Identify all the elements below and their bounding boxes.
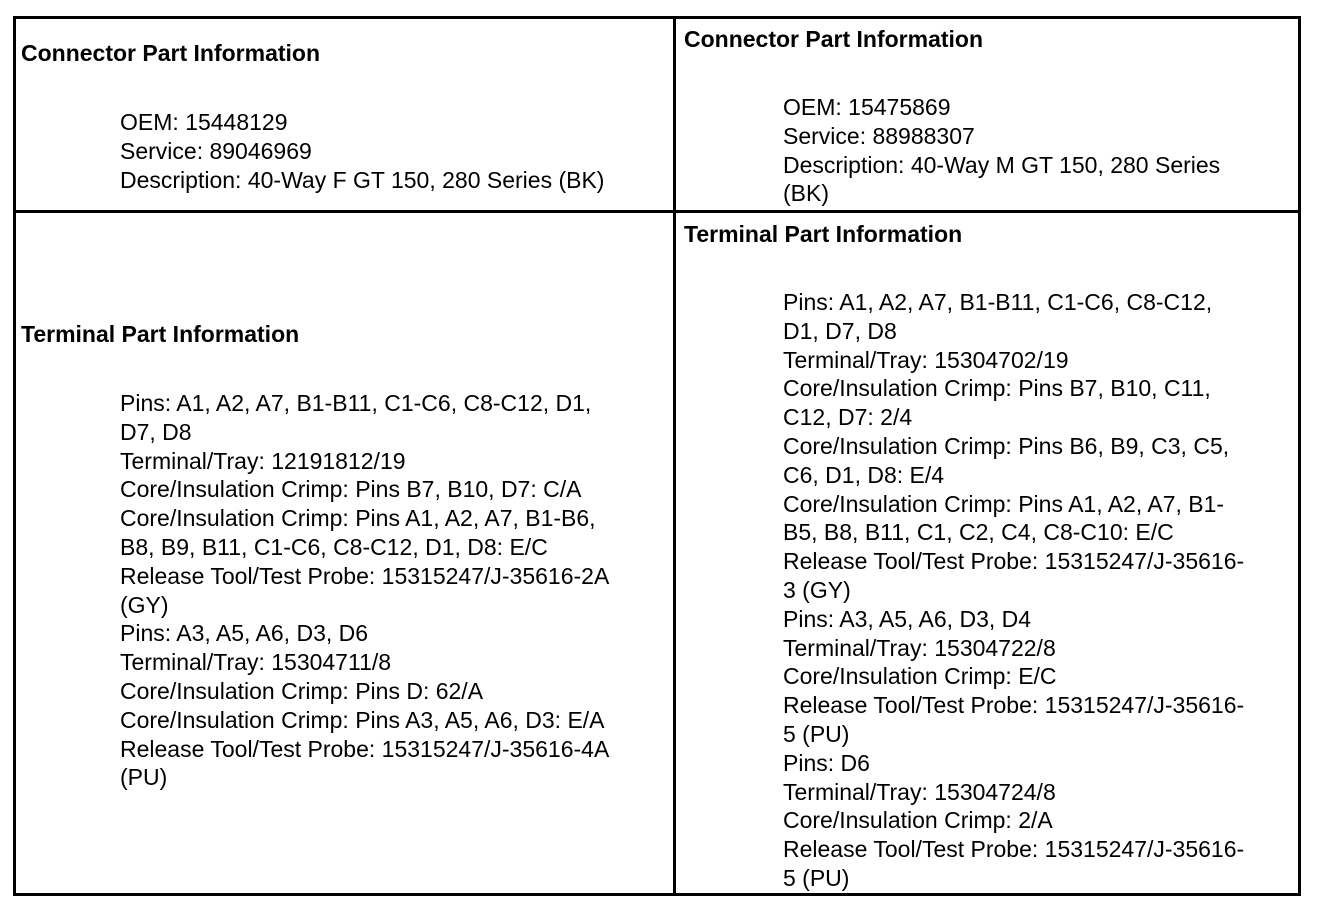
detail-line: Pins: A1, A2, A7, B1-B11, C1-C6, C8-C12, D1, bbox=[120, 390, 592, 416]
detail-line: Pins: A1, A2, A7, B1-B11, C1-C6, C8-C12, bbox=[783, 289, 1213, 315]
detail-line: OEM: 15448129 bbox=[120, 109, 288, 135]
detail-line: C12, D7: 2/4 bbox=[783, 404, 913, 431]
detail-line: Terminal/Tray: 15304702/19 bbox=[783, 346, 1069, 373]
detail-line: Core/Insulation Crimp: Pins B6, B9, C3, C5, bbox=[783, 432, 1230, 459]
detail-line: Core/Insulation Crimp: Pins B7, B10, C11, bbox=[783, 375, 1211, 402]
detail-line: Core/Insulation Crimp: E/C bbox=[783, 663, 1057, 690]
detail-line: Core/Insulation Crimp: Pins A3, A5, A6, D3: E/A bbox=[120, 706, 605, 733]
detail-line: Terminal/Tray: 12191812/19 bbox=[120, 447, 406, 474]
left-terminal-heading: Terminal Part Information bbox=[21, 321, 300, 347]
detail-line: C6, D1, D8: E/4 bbox=[783, 461, 945, 488]
detail-line: Release Tool/Test Probe: 15315247/J-35616- bbox=[783, 548, 1245, 575]
right-connector-details bbox=[783, 93, 1220, 208]
detail-line: D1, D7, D8 bbox=[783, 317, 897, 344]
right-connector-heading: Connector Part Information bbox=[684, 26, 984, 52]
detail-line: Release Tool/Test Probe: 15315247/J-35616- bbox=[783, 836, 1245, 863]
detail-line: Pins: D6 bbox=[783, 749, 870, 776]
detail-line: Service: 89046969 bbox=[120, 137, 312, 164]
detail-line: Core/Insulation Crimp: Pins A1, A2, A7, B1-B6, bbox=[120, 505, 596, 532]
detail-line: Terminal/Tray: 15304724/8 bbox=[783, 778, 1056, 805]
detail-line: (GY) bbox=[120, 591, 169, 618]
detail-line: D7, D8 bbox=[120, 418, 192, 445]
detail-line: Release Tool/Test Probe: 15315247/J-35616-2A bbox=[120, 562, 610, 589]
detail-line: Core/Insulation Crimp: Pins A1, A2, A7, B1- bbox=[783, 490, 1225, 517]
left-terminal-details bbox=[120, 389, 609, 792]
left-connector-details bbox=[120, 108, 604, 194]
detail-line: (BK) bbox=[783, 180, 829, 207]
detail-line: Pins: A3, A5, A6, D3, D4 bbox=[783, 605, 1032, 632]
detail-line: B8, B9, B11, C1-C6, C8-C12, D1, D8: E/C bbox=[120, 533, 548, 560]
row-divider bbox=[13, 210, 1301, 213]
detail-line: Core/Insulation Crimp: 2/A bbox=[783, 807, 1053, 834]
detail-line: Terminal/Tray: 15304711/8 bbox=[120, 649, 392, 676]
detail-line: 3 (GY) bbox=[783, 576, 851, 603]
column-divider bbox=[673, 16, 676, 896]
right-terminal-heading: Terminal Part Information bbox=[684, 221, 963, 247]
detail-line: Description: 40-Way M GT 150, 280 Series bbox=[783, 151, 1221, 178]
detail-line: Description: 40-Way F GT 150, 280 Series (BK) bbox=[120, 166, 605, 193]
detail-line: B5, B8, B11, C1, C2, C4, C8-C10: E/C bbox=[783, 519, 1174, 546]
detail-line: Pins: A3, A5, A6, D3, D6 bbox=[120, 620, 369, 647]
detail-line: Service: 88988307 bbox=[783, 122, 975, 149]
detail-line: 5 (PU) bbox=[783, 864, 850, 891]
detail-line: 5 (PU) bbox=[783, 720, 850, 747]
detail-line: Terminal/Tray: 15304722/8 bbox=[783, 634, 1056, 661]
detail-line: Core/Insulation Crimp: Pins D: 62/A bbox=[120, 677, 484, 704]
detail-line: Release Tool/Test Probe: 15315247/J-35616- bbox=[783, 692, 1245, 719]
detail-line: (PU) bbox=[120, 764, 168, 791]
detail-line: OEM: 15475869 bbox=[783, 94, 951, 120]
detail-line: Release Tool/Test Probe: 15315247/J-35616-4A bbox=[120, 735, 610, 762]
detail-line: Core/Insulation Crimp: Pins B7, B10, D7: C/A bbox=[120, 476, 582, 503]
left-connector-heading: Connector Part Information bbox=[21, 40, 321, 66]
right-terminal-details bbox=[783, 288, 1244, 893]
